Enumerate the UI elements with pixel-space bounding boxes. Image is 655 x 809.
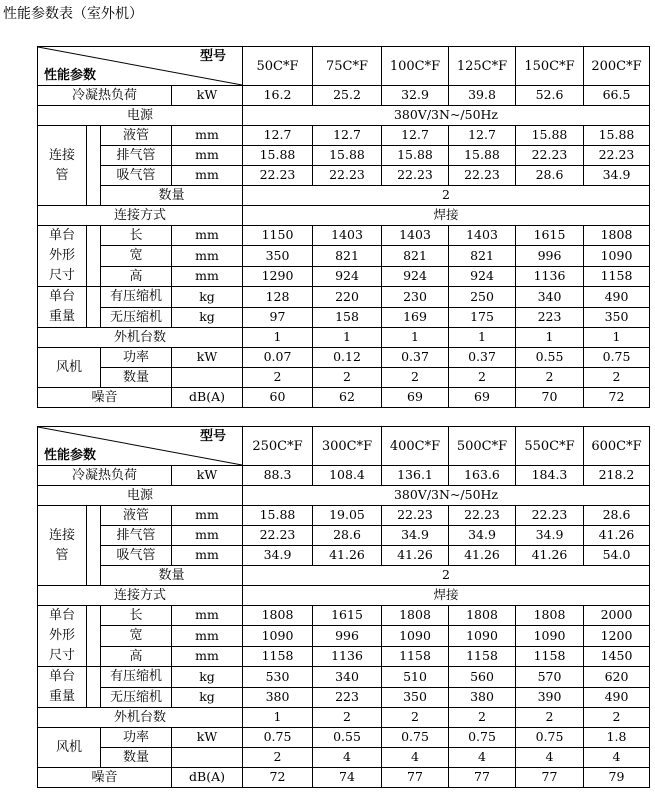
discharge-pipe-value: 15.88 [382,146,449,166]
table-row [38,687,650,708]
weight-with-value: 250 [449,287,516,308]
fan-quantity-value: 2 [516,368,584,388]
discharge-pipe-value: 34.9 [382,526,449,546]
height-label: 高 [101,266,172,286]
width-value: 1090 [584,246,650,266]
connection-pipe-label: 连接 管 [38,506,87,586]
parameter-header: 性能参数 [44,448,97,463]
suction-pipe-value: 22.23 [382,166,449,186]
liquid-pipe-value: 15.88 [243,506,313,526]
page-title: 性能参数表（室外机） [3,6,143,22]
height-value: 924 [313,266,382,286]
pipe-quantity-value: 2 [243,566,650,586]
spacer-cell [87,606,101,667]
discharge-pipe-label: 排气管 [101,146,172,166]
liquid-pipe-value: 22.23 [382,506,449,526]
liquid-pipe-value: 15.88 [516,126,584,146]
discharge-pipe-value: 15.88 [449,146,516,166]
power-supply-value: 380V/3N~/50Hz [243,486,650,506]
weight-with-value: 570 [516,667,584,688]
table-row [38,526,650,546]
discharge-pipe-value: 28.6 [313,526,382,546]
fan-label: 风机 [38,728,101,768]
weight-without-value: 380 [449,687,516,708]
connection-method-value: 焊接 [243,206,650,226]
width-value: 350 [243,246,313,266]
unit-size-label: 单台 外形 尺寸 [38,226,87,287]
suction-pipe-value: 41.26 [449,546,516,566]
model-header: 型号 [199,49,226,64]
suction-pipe-value: 41.26 [382,546,449,566]
discharge-pipe-value: 34.9 [449,526,516,546]
table-row [38,486,650,506]
model-name: 550C*F [516,427,584,466]
weight-without-value: 169 [382,307,449,328]
fan-quantity-value: 4 [584,748,650,768]
cooling-load-value: 163.6 [449,466,516,486]
fan-power-value: 0.75 [243,728,313,748]
liquid-pipe-label: 液管 [101,126,172,146]
outdoor-units-value: 1 [449,328,516,348]
unit-mm: mm [172,546,243,566]
fan-label: 风机 [38,348,101,388]
fan-quantity-label: 数量 [101,748,172,768]
liquid-pipe-value: 15.88 [584,126,650,146]
cooling-load-value: 66.5 [584,86,650,106]
model-name: 125C*F [449,47,516,86]
suction-pipe-label: 吸气管 [101,166,172,186]
height-value: 1136 [313,646,382,666]
unit-mm: mm [172,146,243,166]
unit-mm: mm [172,166,243,186]
suction-pipe-value: 34.9 [584,166,650,186]
discharge-pipe-value: 34.9 [516,526,584,546]
length-value: 1403 [382,226,449,246]
table-row [38,106,650,126]
length-label: 长 [101,606,172,626]
fan-power-label: 功率 [101,348,172,368]
outdoor-units-value: 2 [382,708,449,728]
table-row [38,126,650,146]
table-row [38,466,650,486]
table-row [38,708,650,728]
suction-pipe-value: 41.26 [516,546,584,566]
weight-without-value: 175 [449,307,516,328]
length-value: 1150 [243,226,313,246]
cooling-load-label: 冷凝热负荷 [38,466,172,486]
table-row [38,348,650,368]
table-row [38,546,650,566]
table-row [38,368,650,388]
height-value: 1158 [516,646,584,666]
fan-quantity-value: 2 [584,368,650,388]
outdoor-units-value: 2 [449,708,516,728]
without-compressor-label: 无压缩机 [101,307,172,328]
spec-table-1 [37,46,650,408]
header-row [38,47,650,86]
fan-quantity-value: 2 [243,748,313,768]
table-row [38,186,650,206]
noise-value: 77 [382,768,449,788]
liquid-pipe-value: 12.7 [313,126,382,146]
table-row [38,506,650,526]
fan-quantity-value: 2 [313,368,382,388]
unit-mm: mm [172,246,243,266]
spacer-cell [87,126,101,206]
spec-table-2 [37,426,650,788]
width-label: 宽 [101,626,172,646]
cooling-load-value: 184.3 [516,466,584,486]
fan-quantity-value: 2 [243,368,313,388]
fan-quantity-value: 4 [516,748,584,768]
width-value: 1090 [243,626,313,646]
unit-mm: mm [172,126,243,146]
header-row [38,427,650,466]
fan-power-value: 0.55 [313,728,382,748]
suction-pipe-value: 41.26 [313,546,382,566]
suction-pipe-value: 28.6 [516,166,584,186]
unit-db: dB(A) [172,388,243,408]
liquid-pipe-value: 28.6 [584,506,650,526]
unit-mm: mm [172,626,243,646]
height-value: 1158 [382,646,449,666]
weight-without-value: 350 [382,687,449,708]
weight-with-value: 490 [584,287,650,308]
length-value: 1403 [313,226,382,246]
liquid-pipe-value: 12.7 [449,126,516,146]
spacer-cell [87,506,101,586]
discharge-pipe-value: 22.23 [243,526,313,546]
model-name: 500C*F [449,427,516,466]
cooling-load-value: 16.2 [243,86,313,106]
table-row [38,246,650,266]
cooling-load-value: 88.3 [243,466,313,486]
table-row [38,626,650,646]
width-value: 996 [516,246,584,266]
weight-without-value: 223 [516,307,584,328]
discharge-pipe-value: 22.23 [584,146,650,166]
fan-power-value: 1.8 [584,728,650,748]
outdoor-units-value: 2 [516,708,584,728]
fan-quantity-value: 2 [449,368,516,388]
liquid-pipe-value: 12.7 [243,126,313,146]
fan-quantity-value: 4 [449,748,516,768]
model-name: 250C*F [243,427,313,466]
width-value: 821 [313,246,382,266]
noise-value: 72 [584,388,650,408]
fan-quantity-value: 4 [313,748,382,768]
weight-with-value: 560 [449,667,516,688]
weight-with-value: 510 [382,667,449,688]
table-row [38,566,650,586]
unit-mm: mm [172,226,243,246]
height-value: 1158 [449,646,516,666]
noise-value: 69 [449,388,516,408]
weight-with-value: 620 [584,667,650,688]
model-name: 300C*F [313,427,382,466]
cooling-load-value: 52.6 [516,86,584,106]
noise-value: 74 [313,768,382,788]
weight-without-value: 390 [516,687,584,708]
connection-method-label: 连接方式 [38,586,243,606]
fan-power-value: 0.75 [449,728,516,748]
corner-cell [38,427,243,466]
width-value: 1200 [584,626,650,646]
with-compressor-label: 有压缩机 [101,287,172,308]
discharge-pipe-value: 22.23 [516,146,584,166]
fan-power-value: 0.37 [449,348,516,368]
weight-without-value: 350 [584,307,650,328]
weight-with-value: 530 [243,667,313,688]
length-value: 1808 [243,606,313,626]
table-row [38,388,650,408]
outdoor-units-label: 外机台数 [38,708,243,728]
empty-unit-cell [172,748,243,768]
width-value: 996 [313,626,382,646]
fan-power-value: 0.55 [516,348,584,368]
outdoor-units-value: 1 [584,328,650,348]
cooling-load-value: 136.1 [382,466,449,486]
noise-value: 70 [516,388,584,408]
fan-power-value: 0.75 [516,728,584,748]
cooling-load-value: 218.2 [584,466,650,486]
weight-without-value: 158 [313,307,382,328]
unit-size-label: 单台 外形 尺寸 [38,606,87,667]
height-value: 1158 [243,646,313,666]
empty-unit-cell [172,368,243,388]
fan-power-value: 0.07 [243,348,313,368]
with-compressor-label: 有压缩机 [101,667,172,688]
power-supply-label: 电源 [38,486,243,506]
weight-with-value: 220 [313,287,382,308]
without-compressor-label: 无压缩机 [101,687,172,708]
spacer-cell [87,287,101,328]
cooling-load-value: 25.2 [313,86,382,106]
model-name: 75C*F [313,47,382,86]
width-value: 1090 [516,626,584,646]
length-value: 1615 [313,606,382,626]
discharge-pipe-value: 15.88 [243,146,313,166]
unit-kg: kg [172,687,243,708]
suction-pipe-value: 22.23 [449,166,516,186]
unit-db: dB(A) [172,768,243,788]
noise-value: 60 [243,388,313,408]
width-value: 821 [449,246,516,266]
outdoor-units-value: 2 [313,708,382,728]
connection-pipe-label: 连接 管 [38,126,87,206]
noise-label: 噪音 [38,388,172,408]
weight-with-value: 340 [516,287,584,308]
suction-pipe-value: 34.9 [243,546,313,566]
liquid-pipe-value: 12.7 [382,126,449,146]
model-name: 600C*F [584,427,650,466]
unit-kg: kg [172,307,243,328]
width-label: 宽 [101,246,172,266]
length-value: 1615 [516,226,584,246]
cooling-load-value: 39.8 [449,86,516,106]
outdoor-units-value: 1 [382,328,449,348]
fan-quantity-value: 2 [382,368,449,388]
unit-weight-label: 单台 重量 [38,667,87,708]
unit-kw: kW [172,728,243,748]
discharge-pipe-label: 排气管 [101,526,172,546]
unit-kw: kW [172,86,243,106]
pipe-quantity-value: 2 [243,186,650,206]
weight-without-value: 380 [243,687,313,708]
suction-pipe-value: 54.0 [584,546,650,566]
cooling-load-label: 冷凝热负荷 [38,86,172,106]
liquid-pipe-value: 22.23 [449,506,516,526]
weight-without-value: 223 [313,687,382,708]
table-row [38,748,650,768]
table-row [38,646,650,666]
liquid-pipe-value: 19.05 [313,506,382,526]
power-supply-value: 380V/3N~/50Hz [243,106,650,126]
width-value: 1090 [449,626,516,646]
table-row [38,586,650,606]
model-name: 400C*F [382,427,449,466]
suction-pipe-value: 22.23 [243,166,313,186]
suction-pipe-value: 22.23 [313,166,382,186]
height-value: 924 [449,266,516,286]
liquid-pipe-label: 液管 [101,506,172,526]
unit-mm: mm [172,646,243,666]
height-value: 1158 [584,266,650,286]
outdoor-units-value: 2 [584,708,650,728]
pipe-quantity-label: 数量 [101,186,243,206]
table-row [38,166,650,186]
table-row [38,328,650,348]
cooling-load-value: 108.4 [313,466,382,486]
height-value: 1450 [584,646,650,666]
noise-value: 79 [584,768,650,788]
table-row [38,206,650,226]
noise-label: 噪音 [38,768,172,788]
height-value: 1290 [243,266,313,286]
unit-kg: kg [172,667,243,688]
weight-without-value: 490 [584,687,650,708]
suction-pipe-label: 吸气管 [101,546,172,566]
table-row [38,287,650,308]
outdoor-units-value: 1 [243,708,313,728]
width-value: 1090 [382,626,449,646]
outdoor-units-value: 1 [243,328,313,348]
weight-with-value: 128 [243,287,313,308]
length-value: 1808 [584,226,650,246]
fan-power-value: 0.37 [382,348,449,368]
liquid-pipe-value: 22.23 [516,506,584,526]
model-name: 100C*F [382,47,449,86]
unit-mm: mm [172,266,243,286]
unit-mm: mm [172,526,243,546]
power-supply-label: 电源 [38,106,243,126]
noise-value: 62 [313,388,382,408]
unit-mm: mm [172,506,243,526]
model-name: 150C*F [516,47,584,86]
fan-power-label: 功率 [101,728,172,748]
noise-value: 77 [516,768,584,788]
length-value: 1808 [516,606,584,626]
cooling-load-value: 32.9 [382,86,449,106]
width-value: 821 [382,246,449,266]
noise-value: 77 [449,768,516,788]
fan-power-value: 0.75 [382,728,449,748]
noise-value: 72 [243,768,313,788]
length-value: 1808 [449,606,516,626]
table-row [38,226,650,246]
table-row [38,768,650,788]
pipe-quantity-label: 数量 [101,566,243,586]
unit-mm: mm [172,606,243,626]
fan-quantity-label: 数量 [101,368,172,388]
table-row [38,728,650,748]
table-row [38,307,650,328]
height-value: 1136 [516,266,584,286]
length-value: 1808 [382,606,449,626]
model-name: 200C*F [584,47,650,86]
discharge-pipe-value: 41.26 [584,526,650,546]
connection-method-label: 连接方式 [38,206,243,226]
unit-kw: kW [172,466,243,486]
fan-power-value: 0.12 [313,348,382,368]
table-row [38,86,650,106]
discharge-pipe-value: 15.88 [313,146,382,166]
table-row [38,146,650,166]
outdoor-units-label: 外机台数 [38,328,243,348]
weight-with-value: 340 [313,667,382,688]
fan-quantity-value: 4 [382,748,449,768]
outdoor-units-value: 1 [313,328,382,348]
model-name: 50C*F [243,47,313,86]
table-row [38,667,650,688]
length-value: 1403 [449,226,516,246]
table-row [38,606,650,626]
unit-kg: kg [172,287,243,308]
spacer-cell [87,226,101,287]
weight-without-value: 97 [243,307,313,328]
unit-weight-label: 单台 重量 [38,287,87,328]
outdoor-units-value: 1 [516,328,584,348]
fan-power-value: 0.75 [584,348,650,368]
length-label: 长 [101,226,172,246]
model-header: 型号 [199,429,226,444]
spacer-cell [87,667,101,708]
unit-kw: kW [172,348,243,368]
height-value: 924 [382,266,449,286]
table-row [38,266,650,286]
parameter-header: 性能参数 [44,68,97,83]
corner-cell [38,47,243,86]
weight-with-value: 230 [382,287,449,308]
height-label: 高 [101,646,172,666]
connection-method-value: 焊接 [243,586,650,606]
noise-value: 69 [382,388,449,408]
length-value: 2000 [584,606,650,626]
